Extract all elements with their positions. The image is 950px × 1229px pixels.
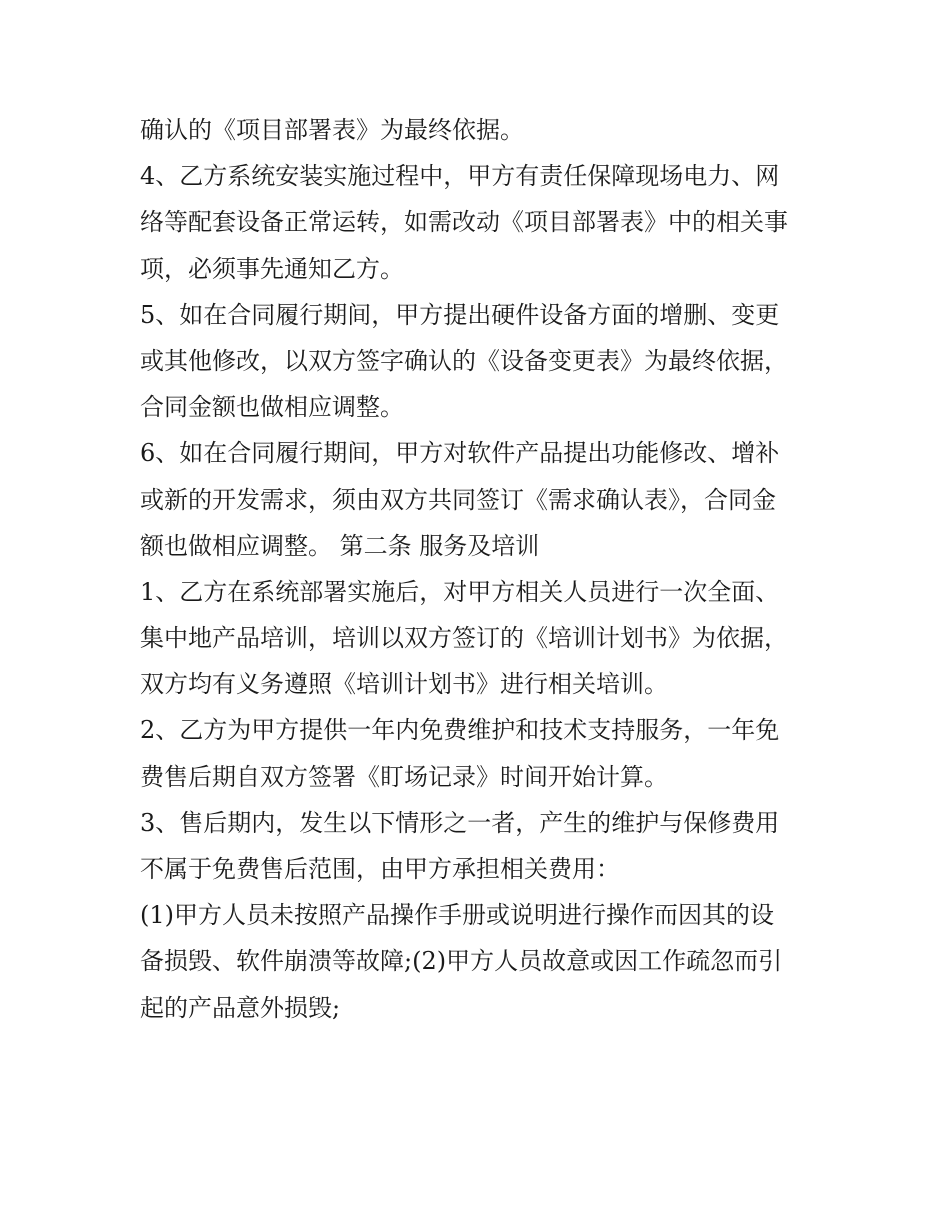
text-line: 集中地产品培训，培训以双方签订的《培训计划书》为依据， — [140, 624, 788, 653]
text-line: 络等配套设备正常运转，如需改动《项目部署表》中的相关事 — [140, 208, 788, 237]
text-line: 4、乙方系统安装实施过程中，甲方有责任保障现场电力、网 — [140, 162, 780, 191]
text-line: (1)甲方人员未按照产品操作手册或说明进行操作而因其的设 — [140, 901, 774, 930]
text-line: 起的产品意外损毁; — [140, 993, 341, 1022]
text-line: 或其他修改，以双方签字确认的《设备变更表》为最终依据， — [140, 346, 788, 375]
text-line: 双方均有义务遵照《培训计划书》进行相关培训。 — [140, 670, 668, 699]
text-line: 确认的《项目部署表》为最终依据。 — [140, 116, 524, 144]
text-line: 或新的开发需求，须由双方共同签订《需求确认表》，合同金 — [140, 485, 776, 514]
text-line: 费售后期自双方签署《盯场记录》时间开始计算。 — [140, 762, 668, 791]
text-line: 不属于免费售后范围，由甲方承担相关费用： — [140, 855, 620, 883]
text-line: 额也做相应调整。 第二条 服务及培训 — [140, 531, 540, 560]
document-body — [140, 107, 820, 1031]
text-line: 项，必须事先通知乙方。 — [140, 254, 404, 283]
text-line: 2、乙方为甲方提供一年内免费维护和技术支持服务，一年免 — [140, 716, 780, 745]
text-line: 备损毁、软件崩溃等故障;(2)甲方人员故意或因工作疏忽而引 — [140, 947, 783, 976]
text-line: 5、如在合同履行期间，甲方提出硬件设备方面的增删、变更 — [140, 300, 780, 329]
text-line: 6、如在合同履行期间，甲方对软件产品提出功能修改、增补 — [140, 439, 780, 468]
text-line: 3、售后期内，发生以下情形之一者，产生的维护与保修费用 — [140, 808, 780, 837]
text-line: 1、乙方在系统部署实施后，对甲方相关人员进行一次全面、 — [140, 577, 780, 606]
text-line: 合同金额也做相应调整。 — [140, 393, 404, 422]
